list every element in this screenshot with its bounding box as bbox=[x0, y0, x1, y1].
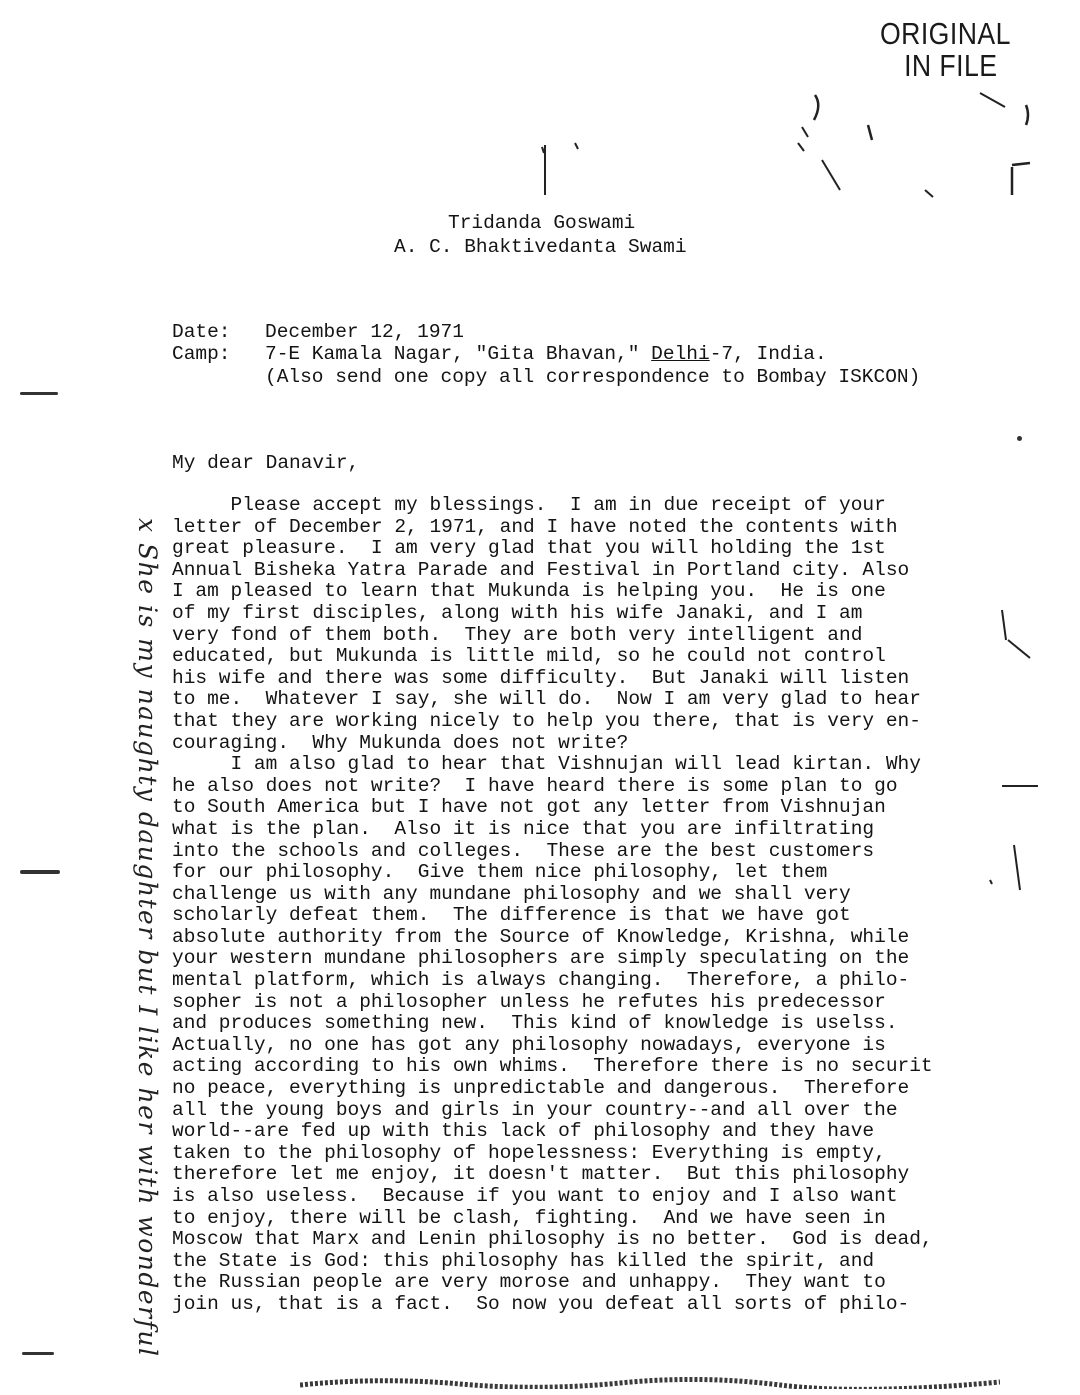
note-row bbox=[172, 366, 920, 388]
body-line: world--are fed up with this lack of philosophy and they have bbox=[172, 1120, 875, 1143]
body-line: the Russian people are very morose and unhappy. They want to bbox=[172, 1271, 886, 1294]
body-line: to me. Whatever I say, she will do. Now I am very glad to hear bbox=[172, 688, 921, 711]
scan-marks-top bbox=[530, 85, 1050, 205]
letter-body bbox=[172, 495, 1032, 1316]
salutation: My dear Danavir, bbox=[172, 452, 360, 474]
body-line: to South America but I have not got any letter from Vishnujan bbox=[172, 796, 886, 819]
body-line: challenge us with any mundane philosophy and we shall very bbox=[172, 882, 851, 905]
stamp-line-2: IN FILE bbox=[904, 48, 998, 83]
body-line: into the schools and colleges. These are the best customers bbox=[172, 839, 875, 862]
margin-speck bbox=[20, 870, 60, 874]
scan-marks-right bbox=[980, 600, 1050, 930]
body-line: of my first disciples, along with his wife Janaki, and I am bbox=[172, 601, 863, 624]
body-line: to enjoy, there will be clash, fighting. And we have seen in bbox=[172, 1206, 886, 1229]
body-line: letter of December 2, 1971, and I have noted the contents with bbox=[172, 515, 898, 538]
body-line: all the young boys and girls in your country--and all over the bbox=[172, 1098, 898, 1121]
body-line: great pleasure. I am very glad that you will holding the 1st bbox=[172, 537, 886, 560]
body-line: Moscow that Marx and Lenin philosophy is no better. God is dead, bbox=[172, 1228, 933, 1251]
body-line: Annual Bisheka Yatra Parade and Festival in Portland city. Also bbox=[172, 558, 910, 581]
camp-city: Delhi bbox=[651, 343, 710, 366]
body-line: join us, that is a fact. So now you defeat all sorts of philo- bbox=[172, 1292, 910, 1315]
original-in-file-stamp bbox=[880, 18, 1026, 82]
scan-smudge-bottom bbox=[300, 1375, 1000, 1389]
letter-meta bbox=[172, 321, 920, 388]
body-line: scholarly defeat them. The difference is that we have got bbox=[172, 904, 851, 927]
correspondence-note: (Also send one copy all correspondence to Bombay ISKCON) bbox=[265, 365, 921, 388]
body-line: sopher is not a philosopher unless he refutes his predecessor bbox=[172, 990, 886, 1013]
camp-label: Camp: bbox=[172, 343, 231, 366]
date-row bbox=[172, 321, 920, 343]
handwritten-margin-note: x She is my naughty daughter but I like her with wonderful bbox=[133, 518, 162, 1358]
body-line: couraging. Why Mukunda does not write? bbox=[172, 731, 629, 754]
body-line: acting according to his own whims. Therefore there is no securit bbox=[172, 1055, 933, 1078]
date-value: December 12, 1971 bbox=[265, 321, 464, 343]
letterhead-name: A. C. Bhaktivedanta Swami bbox=[394, 236, 687, 258]
camp-row bbox=[172, 343, 920, 365]
letterhead-title: Tridanda Goswami bbox=[448, 212, 636, 234]
body-line: mental platform, which is always changing. Therefore, a philo- bbox=[172, 969, 910, 992]
camp-value bbox=[265, 343, 827, 365]
body-line: his wife and there was some difficulty. But Janaki will listen bbox=[172, 666, 910, 689]
body-line: therefore let me enjoy, it doesn't matter. But this philosophy bbox=[172, 1163, 910, 1186]
margin-speck bbox=[22, 1352, 54, 1355]
body-line: for our philosophy. Give them nice philosophy, let them bbox=[172, 861, 828, 884]
body-line: your western mundane philosophers are simply speculating on the bbox=[172, 947, 910, 970]
body-line: Actually, no one has got any philosophy nowadays, everyone is bbox=[172, 1033, 886, 1056]
body-line: educated, but Mukunda is little mild, so he could not control bbox=[172, 645, 886, 668]
date-label: Date: bbox=[172, 321, 231, 343]
body-line: the State is God: this philosophy has killed the spirit, and bbox=[172, 1249, 875, 1272]
body-line: no peace, everything is unpredictable and dangerous. Therefore bbox=[172, 1077, 910, 1100]
camp-postal: -7, India. bbox=[709, 343, 827, 366]
body-line: Please accept my blessings. I am in due receipt of your bbox=[172, 494, 886, 516]
margin-speck bbox=[1017, 436, 1022, 441]
body-line: and produces something new. This kind of knowledge is uselss. bbox=[172, 1012, 898, 1035]
stamp-line-1: ORIGINAL bbox=[880, 16, 1011, 51]
camp-address: 7-E Kamala Nagar, "Gita Bhavan," bbox=[265, 343, 652, 366]
body-line: what is the plan. Also it is nice that you are infiltrating bbox=[172, 817, 875, 840]
body-line: very fond of them both. They are both very intelligent and bbox=[172, 623, 863, 646]
body-line: absolute authority from the Source of Knowledge, Krishna, while bbox=[172, 925, 910, 948]
margin-speck bbox=[20, 392, 58, 395]
body-line: is also useless. Because if you want to enjoy and I also want bbox=[172, 1185, 898, 1207]
body-line: taken to the philosophy of hopelessness: Everything is empty, bbox=[172, 1141, 886, 1164]
body-line: that they are working nicely to help you there, that is very en- bbox=[172, 709, 921, 732]
body-line: I am pleased to learn that Mukunda is helping you. He is one bbox=[172, 580, 886, 603]
body-line: he also does not write? I have heard there is some plan to go bbox=[172, 774, 898, 797]
body-line: I am also glad to hear that Vishnujan will lead kirtan. Why bbox=[172, 753, 921, 776]
